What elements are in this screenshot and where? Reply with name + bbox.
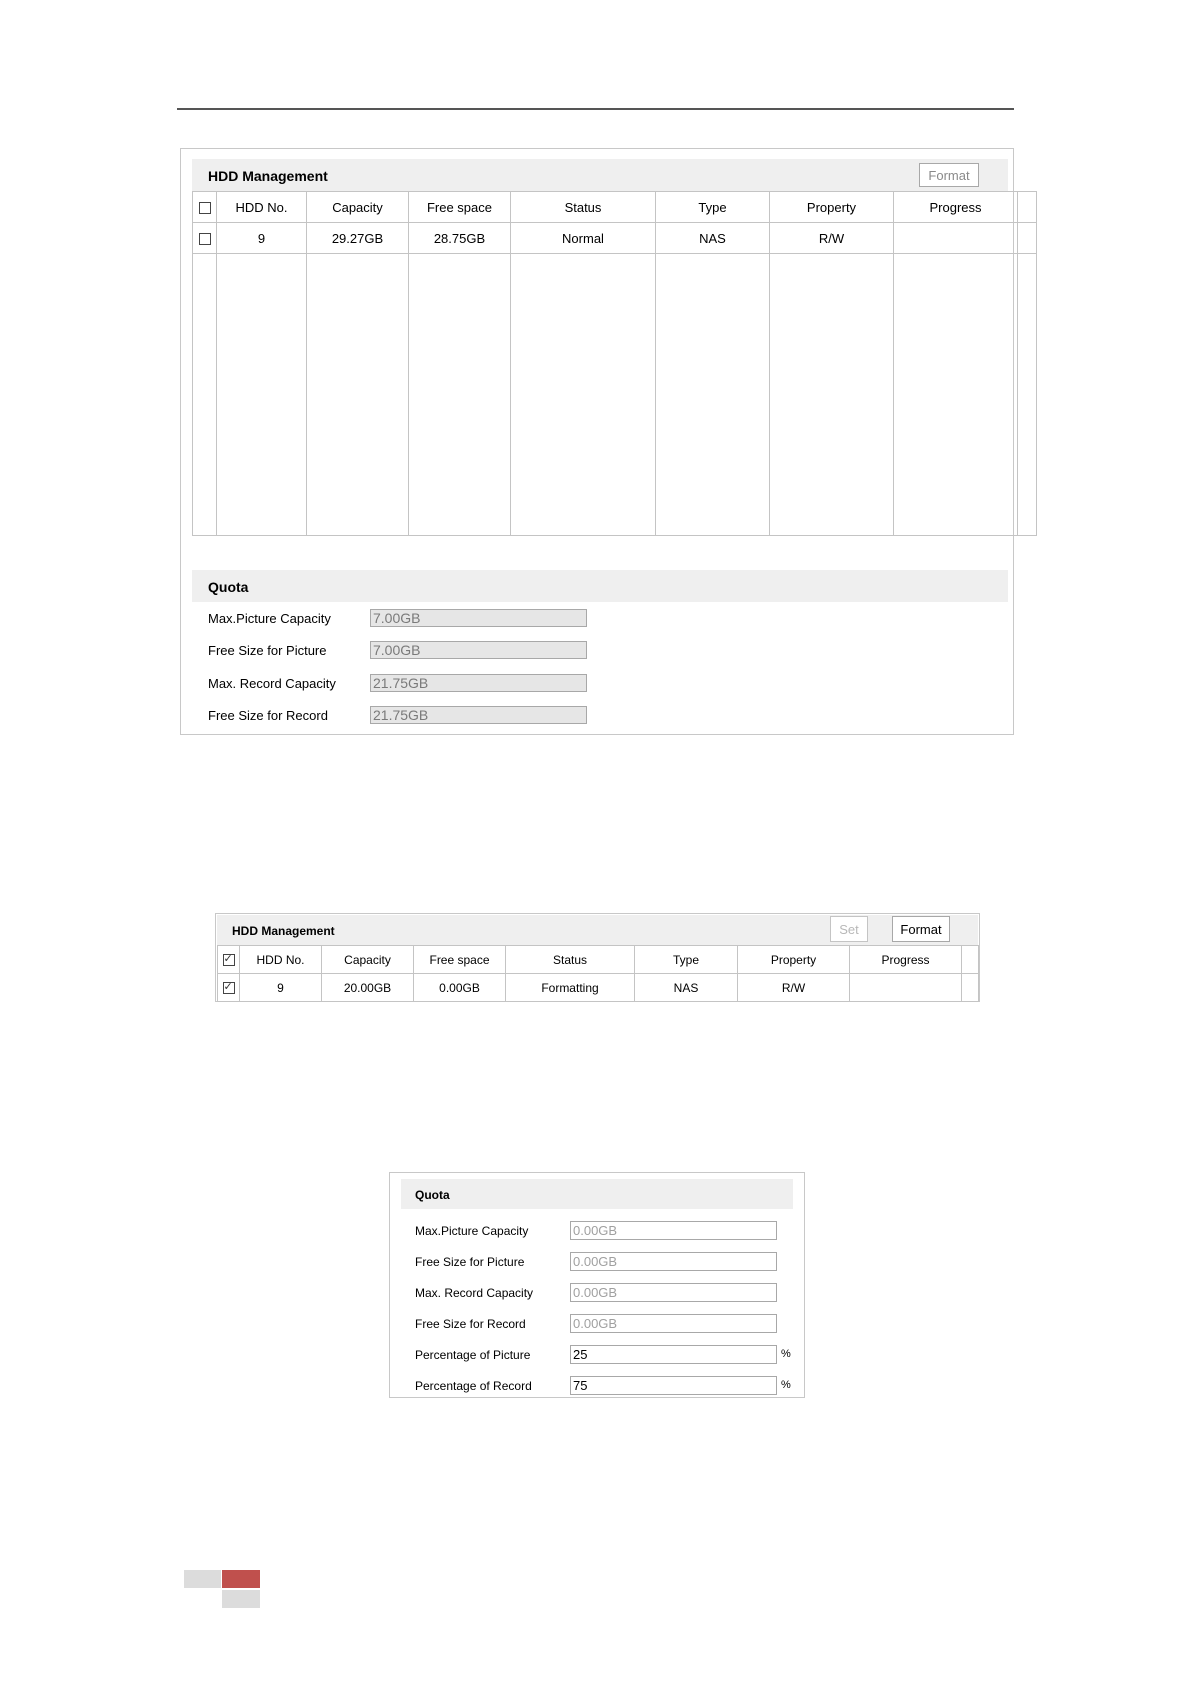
quota-label: Percentage of Picture [415,1348,531,1362]
row-select-cell[interactable] [193,223,217,254]
cell-hdd-no: 9 [240,974,322,1002]
cell-free-space: 28.75GB [409,223,511,254]
table-header-row [193,192,1037,223]
table-row[interactable] [193,223,1037,254]
hdd-management-panel-normal [180,148,1014,735]
column-header-type: Type [656,192,770,223]
quota-label: Free Size for Record [415,1317,526,1331]
cell-progress [894,223,1018,254]
format-button[interactable]: Format [892,916,950,942]
quota-title: Quota [415,1188,450,1202]
quota-label: Free Size for Picture [208,643,327,658]
cell-capacity: 20.00GB [322,974,414,1002]
percentage-picture-input[interactable] [570,1345,777,1364]
format-button[interactable]: Format [919,163,979,187]
footer-mark-gray-lower [222,1590,260,1608]
percentage-record-input[interactable] [570,1376,777,1395]
cell-capacity: 29.27GB [307,223,409,254]
quota-label: Max. Record Capacity [208,676,336,691]
free-size-picture-field[interactable] [370,641,587,659]
max-record-capacity-field[interactable] [370,674,587,692]
hdd-management-title: HDD Management [208,168,328,184]
column-header-capacity: Capacity [322,946,414,974]
hdd-table [192,191,1037,536]
column-header-hdd-no: HDD No. [240,946,322,974]
quota-header [192,570,1008,602]
cell-spacer [962,974,979,1002]
cell-free-space: 0.00GB [414,974,506,1002]
max-record-capacity-field[interactable] [570,1283,777,1302]
quota-label: Max.Picture Capacity [415,1224,529,1238]
max-picture-capacity-field[interactable] [570,1221,777,1240]
cell-progress [850,974,962,1002]
row-checkbox[interactable] [199,233,211,245]
table-header-row [218,946,979,974]
cell-type: NAS [656,223,770,254]
select-all-checkbox[interactable] [199,202,211,214]
column-header-hdd-no: HDD No. [217,192,307,223]
column-header-property: Property [738,946,850,974]
quota-title: Quota [208,579,249,595]
row-checkbox[interactable] [223,982,235,994]
column-header-capacity: Capacity [307,192,409,223]
quota-label: Free Size for Picture [415,1255,525,1269]
column-header-spacer [1018,192,1037,223]
column-header-status: Status [506,946,635,974]
free-size-record-field[interactable] [570,1314,777,1333]
free-size-record-field[interactable] [370,706,587,724]
quota-label: Max. Record Capacity [415,1286,534,1300]
select-all-cell[interactable] [193,192,217,223]
column-header-property: Property [770,192,894,223]
footer-mark-gray [184,1570,221,1588]
hdd-table [217,945,979,1002]
column-header-spacer [962,946,979,974]
column-header-free-space: Free space [414,946,506,974]
footer-mark-red [222,1570,260,1588]
set-button[interactable]: Set [830,916,868,942]
cell-property: R/W [770,223,894,254]
free-size-picture-field[interactable] [570,1252,777,1271]
cell-status: Normal [511,223,656,254]
select-all-cell[interactable] [218,946,240,974]
column-header-progress: Progress [894,192,1018,223]
cell-spacer [1018,223,1037,254]
quota-panel [389,1172,805,1398]
hdd-management-title: HDD Management [232,924,335,938]
column-header-status: Status [511,192,656,223]
select-all-checkbox[interactable] [223,954,235,966]
hdd-management-header [217,915,978,945]
row-select-cell[interactable] [218,974,240,1002]
page-header-rule [177,108,1014,110]
cell-type: NAS [635,974,738,1002]
quota-label: Max.Picture Capacity [208,611,331,626]
quota-label: Free Size for Record [208,708,328,723]
quota-label: Percentage of Record [415,1379,532,1393]
table-row[interactable] [218,974,979,1002]
column-header-type: Type [635,946,738,974]
column-header-free-space: Free space [409,192,511,223]
cell-property: R/W [738,974,850,1002]
hdd-management-header [192,159,1008,191]
cell-status: Formatting [506,974,635,1002]
cell-hdd-no: 9 [217,223,307,254]
quota-header [401,1179,793,1209]
percent-unit: % [781,1379,791,1391]
column-header-progress: Progress [850,946,962,974]
max-picture-capacity-field[interactable] [370,609,587,627]
percent-unit: % [781,1348,791,1360]
table-empty-area [193,254,1037,536]
hdd-management-panel-formatting [215,913,980,1002]
